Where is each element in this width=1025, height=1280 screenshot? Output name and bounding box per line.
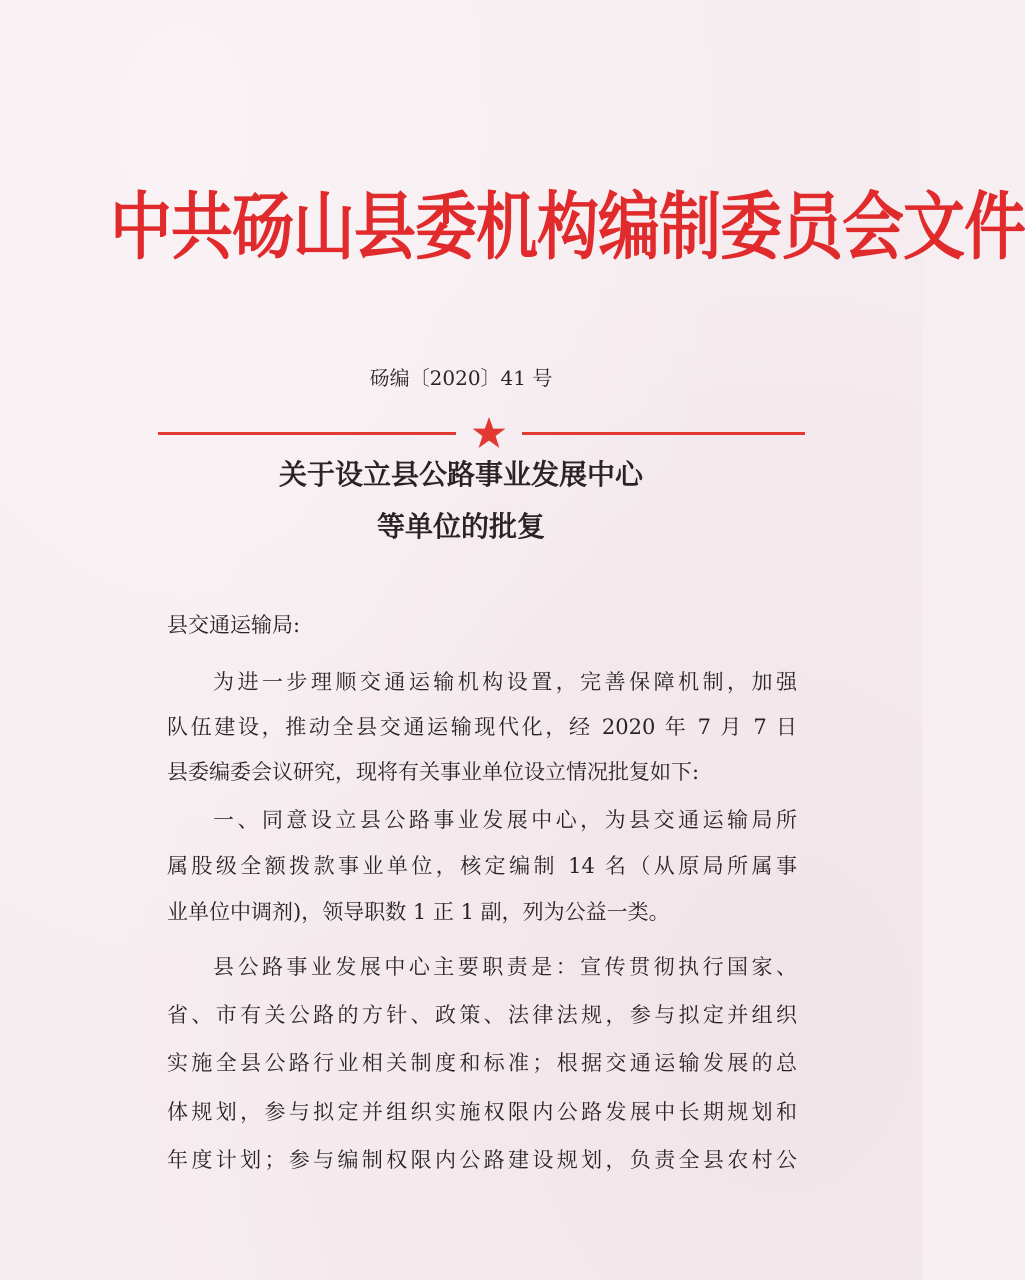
issuer-title: 中共砀山县委机构编制委员会文件	[110, 183, 1025, 270]
body-line: 年度计划；参与编制权限内公路建设规划，负责全县农村公	[167, 1148, 797, 1172]
body-line: 县委编委会议研究，现将有关事业单位设立情况批复如下:	[167, 760, 700, 784]
document-number: 砀编〔2020〕41 号	[369, 366, 553, 390]
body-line: 县公路事业发展中心主要职责是：宣传贯彻执行国家、	[213, 955, 797, 979]
body-line: 一、同意设立县公路事业发展中心，为县交通运输局所	[213, 808, 797, 832]
red-rule-left	[158, 432, 456, 435]
body-line: 实施全县公路行业相关制度和标准；根据交通运输发展的总	[167, 1051, 797, 1075]
star-shape	[473, 417, 506, 448]
red-rule-right	[522, 432, 805, 435]
body-line: 属股级全额拨款事业单位，核定编制 14 名（从原局所属事	[167, 854, 797, 878]
addressee: 县交通运输局:	[167, 613, 301, 637]
body-line: 省、市有关公路的方针、政策、法律法规，参与拟定并组织	[167, 1003, 797, 1027]
body-line: 为进一步理顺交通运输机构设置，完善保障机制，加强	[213, 670, 797, 694]
subject-line-2: 等单位的批复	[376, 510, 545, 543]
subject-line-1: 关于设立县公路事业发展中心	[278, 458, 643, 491]
star-icon	[471, 415, 507, 451]
body-line: 队伍建设，推动全县交通运输现代化，经 2020 年 7 月 7 日	[167, 715, 797, 739]
body-line: 业单位中调剂)，领导职数 1 正 1 副，列为公益一类。	[167, 900, 670, 924]
body-line: 体规划，参与拟定并组织实施权限内公路发展中长期规划和	[167, 1100, 797, 1124]
